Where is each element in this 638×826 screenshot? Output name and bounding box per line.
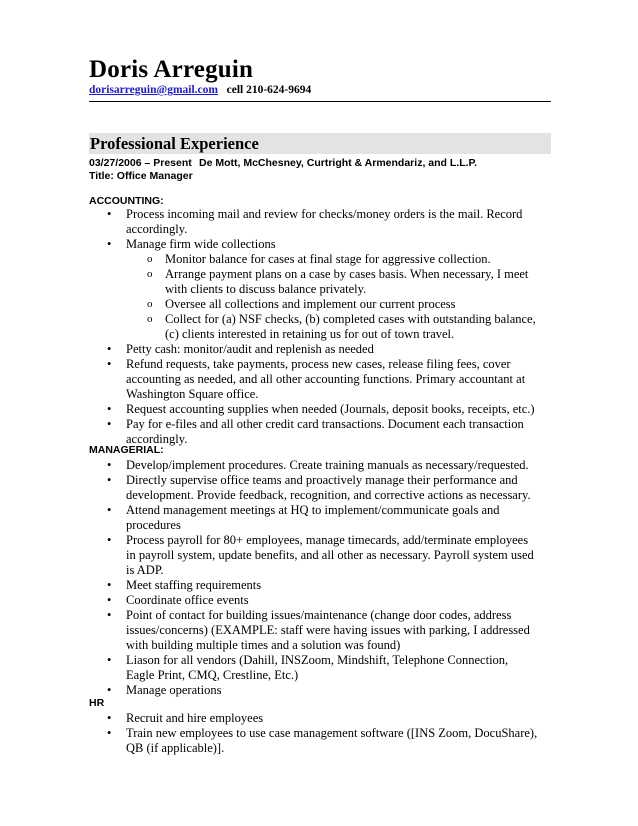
list-item: • Pay for e-files and all other credit card transactions. Document each transaction accordingly. (107, 417, 539, 447)
cell-phone: cell 210-624-9694 (226, 84, 312, 96)
hr-list (107, 711, 539, 756)
list-item: • Process payroll for 80+ employees, manage timecards, add/terminate employees in payroll system, update benefits, and all other as necessary. Payroll system used is ADP. (107, 533, 539, 578)
accounting-label: ACCOUNTING: (89, 195, 164, 207)
list-item: • Develop/implement procedures. Create training manuals as necessary/requested. (107, 458, 539, 473)
resume-name: Doris Arreguin (89, 56, 254, 83)
managerial-label: MANAGERIAL: (89, 444, 164, 456)
managerial-list (107, 458, 539, 698)
header-divider (89, 101, 551, 102)
list-item: • Directly supervise office teams and proactively manage their performance and development. Provide feedback, recognition, and corrective actions as necessary. (107, 473, 539, 503)
sub-list-item: o Monitor balance for cases at final stage for aggressive collection. (147, 252, 539, 267)
job-header (89, 157, 477, 183)
list-item: • Request accounting supplies when needed (Journals, deposit books, receipts, etc.) (107, 402, 539, 417)
list-item (107, 237, 539, 342)
list-item: • Recruit and hire employees (107, 711, 539, 726)
list-item: • Coordinate office events (107, 593, 539, 608)
list-item: • Manage operations (107, 683, 539, 698)
list-item: • Attend management meetings at HQ to implement/communicate goals and procedures (107, 503, 539, 533)
section-heading: Professional Experience (89, 133, 551, 154)
email-link[interactable]: dorisarreguin@gmail.com (89, 84, 218, 96)
sub-list-item: o Arrange payment plans on a case by cases basis. When necessary, I meet with clients to discuss balance privately. (147, 267, 539, 297)
sub-list-item: o Oversee all collections and implement our current process (147, 297, 539, 312)
list-item: • Point of contact for building issues/maintenance (change door codes, address issues/concerns) (EXAMPLE: staff were having issues with parking, I addressed with building multiple times and a solution was found) (107, 608, 539, 653)
list-item-text: Manage firm wide collections (126, 237, 276, 251)
list-item: • Liason for all vendors (Dahill, INSZoom, Mindshift, Telephone Connection, Eagle Print, CMQ, Crestline, Etc.) (107, 653, 539, 683)
list-item: • Meet staffing requirements (107, 578, 539, 593)
collections-sublist (126, 252, 539, 342)
job-employer: De Mott, McChesney, Curtright & Armendariz, and L.L.P. (199, 157, 478, 169)
job-date: 03/27/2006 – Present (89, 157, 192, 169)
list-item: • Refund requests, take payments, process new cases, release filing fees, cover accounting as needed, and all other accounting functions. Primary accountant at Washington Square office. (107, 357, 539, 402)
accounting-list (107, 207, 539, 447)
list-item: • Petty cash: monitor/audit and replenish as needed (107, 342, 539, 357)
hr-label: HR (89, 697, 105, 709)
list-item: • Process incoming mail and review for checks/money orders is the mail. Record accordingly. (107, 207, 539, 237)
list-item: • Train new employees to use case management software ([INS Zoom, DocuShare), QB (if applicable)]. (107, 726, 539, 756)
job-title: Title: Office Manager (89, 170, 193, 182)
sub-list-item: o Collect for (a) NSF checks, (b) completed cases with outstanding balance, (c) clients interested in retaining us for out of town travel. (147, 312, 539, 342)
job-line (89, 157, 477, 170)
contact-line (89, 84, 311, 96)
